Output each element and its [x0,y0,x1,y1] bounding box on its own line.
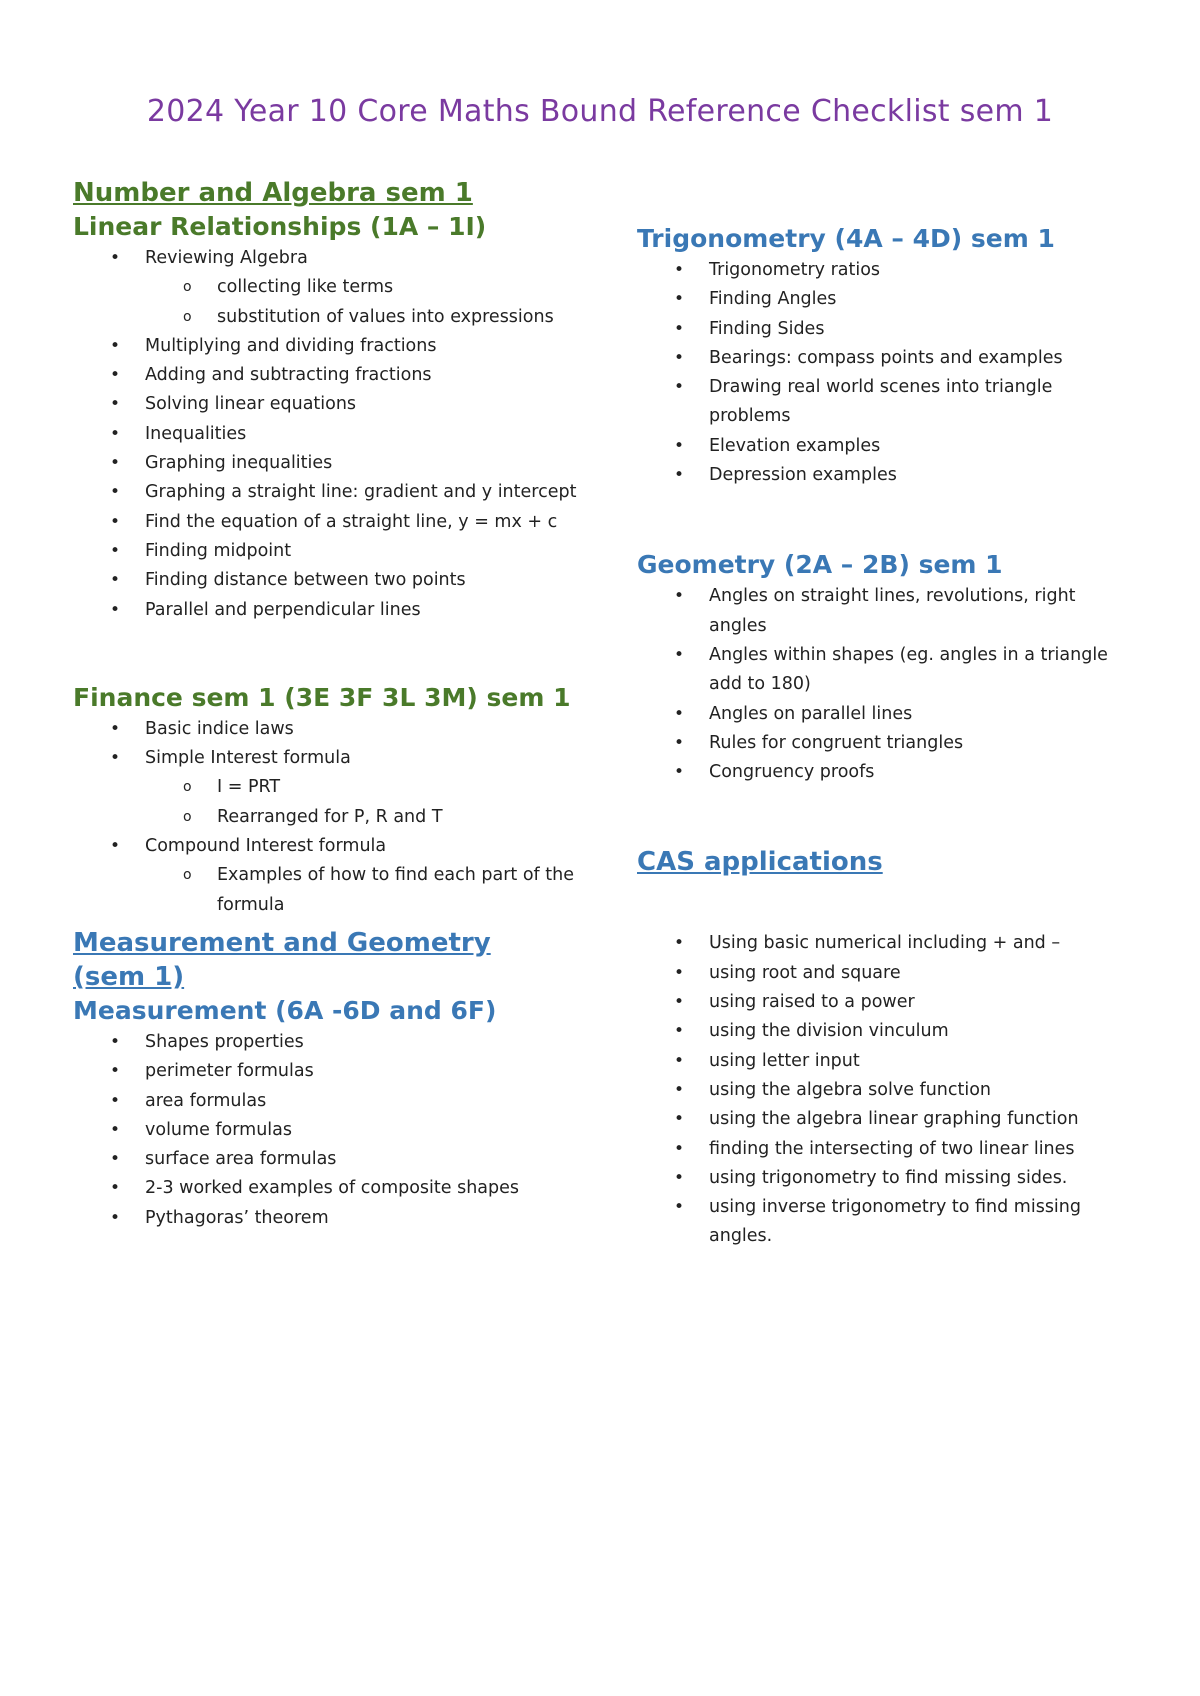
list-item-text: using root and square [709,962,901,983]
list-cas-applications [637,929,1137,1251]
list-item [637,373,1137,432]
list-item-text: Graphing inequalities [145,453,333,474]
bullet-icon: • [674,435,685,456]
sub-bullet-icon: o [183,308,192,325]
bullet-icon: • [110,511,121,532]
heading-cas-applications: CAS applications [637,847,883,878]
list-item [637,988,1137,1017]
bullet-icon: • [110,748,121,769]
list-item [73,715,603,744]
bullet-icon: • [674,347,685,368]
bullet-icon: • [674,1109,685,1130]
list-item-text: using raised to a power [709,992,915,1013]
list-item [73,508,603,537]
heading-number-algebra: Number and Algebra sem 1 [73,178,473,208]
bullet-icon: • [110,540,121,561]
list-item-text: using trigonometry to find missing sides. [709,1167,1068,1188]
list-item [637,758,1137,787]
list-item [73,1028,603,1057]
list-item [637,929,1137,958]
list-item-text: Reviewing Algebra [145,248,308,268]
list-item [637,700,1137,729]
bullet-icon: • [110,1061,121,1082]
bullet-icon: • [110,423,121,444]
list-item [73,361,603,390]
bullet-icon: • [110,453,121,474]
list-item [637,1193,1137,1252]
list-item-text: Graphing a straight line: gradient and y intercept [145,482,577,503]
list-item [73,478,603,507]
sub-list-item [145,861,603,920]
list-item [637,1135,1137,1164]
bullet-icon: • [674,732,685,753]
list-item [73,420,603,449]
bullet-icon: • [674,1197,685,1218]
bullet-icon: • [674,586,685,607]
sub-list [145,861,603,920]
list-item-text: Pythagoras’ theorem [145,1207,329,1228]
list-trigonometry [637,256,1137,490]
list-item [73,244,603,332]
list-item [637,1164,1137,1193]
list-item [73,744,603,832]
list-item-text: using inverse trigonometry to find missing angles. [709,1197,1081,1247]
list-item-text: Multiplying and dividing fractions [145,335,437,356]
bullet-icon: • [674,465,685,486]
left-column [73,176,603,1233]
list-item [637,1076,1137,1105]
heading-linear-relationships: Linear Relationships (1A – 1I) [73,212,487,241]
list-item [637,1017,1137,1046]
list-item [73,1145,603,1174]
list-geometry [637,582,1137,787]
list-item-text: using the division vinculum [709,1021,949,1042]
list-linear-relationships [73,244,603,625]
list-item-text: perimeter formulas [145,1061,314,1082]
sub-bullet-icon: o [183,279,192,296]
list-item [637,1105,1137,1134]
list-item-text: Drawing real world scenes into triangle problems [709,377,1053,427]
bullet-icon: • [110,335,121,356]
list-item [73,1174,603,1203]
list-item-text: Finding distance between two points [145,570,466,591]
bullet-icon: • [110,365,121,386]
list-item-text: using the algebra solve function [709,1079,992,1100]
list-item-text: using the algebra linear graphing function [709,1109,1079,1130]
list-item-text: using letter input [709,1050,860,1071]
list-item-text: Angles within shapes (eg. angles in a triangle add to 180) [709,644,1108,695]
bullet-icon: • [674,289,685,310]
bullet-icon: • [674,1138,685,1159]
list-item-text: Compound Interest formula [145,836,387,857]
list-item-text: Parallel and perpendicular lines [145,599,421,620]
list-item-text: Finding midpoint [145,540,292,561]
sub-list [145,773,603,832]
list-item-text: Trigonometry ratios [709,260,881,280]
bullet-icon: • [674,1079,685,1100]
sub-list-item [145,773,603,802]
list-item-text: Congruency proofs [709,762,875,783]
list-item-text: Basic indice laws [145,718,294,739]
list-item [73,390,603,419]
bullet-icon: • [674,962,685,983]
sub-list-item-text: collecting like terms [217,277,394,298]
bullet-icon: • [674,762,685,783]
list-item-text: Bearings: compass points and examples [709,347,1063,368]
heading-geometry: Geometry (2A – 2B) sem 1 [637,550,1003,580]
bullet-icon: • [674,260,685,280]
list-item-text: Finding Angles [709,289,837,310]
page-title: 2024 Year 10 Core Maths Bound Reference Checklist sem 1 [146,94,1054,129]
bullet-icon: • [110,718,121,739]
sub-list-item-text: Examples of how to find each part of the formula [217,865,574,915]
list-item [637,582,1137,641]
bullet-icon: • [110,1178,121,1199]
sub-list-item [145,803,603,832]
list-item [73,596,603,625]
list-item [637,256,1137,285]
sub-bullet-icon: o [183,779,192,796]
sub-list-item [145,303,603,332]
sub-list-item-text: I = PRT [217,777,281,798]
right-column [637,222,1137,1252]
list-item [637,959,1137,988]
bullet-icon: • [674,1021,685,1042]
list-item [637,729,1137,758]
list-item-text: Shapes properties [145,1031,304,1052]
bullet-icon: • [110,1119,121,1140]
list-item-text: Finding Sides [709,318,825,339]
list-finance [73,715,603,920]
bullet-icon: • [674,933,685,954]
list-item-text: volume formulas [145,1119,292,1140]
bullet-icon: • [110,1149,121,1170]
list-item [73,449,603,478]
list-item [73,1204,603,1233]
bullet-icon: • [674,377,685,398]
list-item-text: Angles on straight lines, revolutions, right angles [709,586,1076,636]
list-item-text: surface area formulas [145,1149,337,1170]
sub-list [145,273,603,332]
list-item [73,566,603,595]
list-item [637,432,1137,461]
bullet-icon: • [110,248,121,268]
list-item-text: Using basic numerical including + and – [709,933,1061,954]
list-item-text: Solving linear equations [145,394,357,415]
list-item-text: Simple Interest formula [145,748,351,769]
bullet-icon: • [674,318,685,339]
list-item [637,285,1137,314]
list-item-text: 2-3 worked examples of composite shapes [145,1178,520,1199]
bullet-icon: • [110,1090,121,1111]
list-item [73,1057,603,1086]
bullet-icon: • [110,599,121,620]
list-item [637,1047,1137,1076]
bullet-icon: • [110,570,121,591]
bullet-icon: • [674,703,685,724]
heading-measurement-geometry: Measurement and Geometry (sem 1) [73,927,491,992]
list-item-text: Elevation examples [709,435,881,456]
bullet-icon: • [674,992,685,1013]
sub-list-item [145,273,603,302]
bullet-icon: • [674,1167,685,1188]
sub-list-item-text: substitution of values into expressions [217,306,554,327]
list-item [637,641,1137,700]
list-item [73,1087,603,1116]
heading-measurement: Measurement (6A -6D and 6F) [73,995,497,1025]
bullet-icon: • [674,644,685,665]
list-item [637,344,1137,373]
bullet-icon: • [110,1031,121,1052]
list-item-text: Depression examples [709,465,897,486]
list-item-text: Angles on parallel lines [709,703,913,724]
list-item-text: Adding and subtracting fractions [145,365,432,386]
list-measurement [73,1028,603,1233]
list-item-text: Inequalities [145,423,247,444]
heading-trigonometry: Trigonometry (4A – 4D) sem 1 [637,224,1055,253]
bullet-icon: • [110,1207,121,1228]
sub-bullet-icon: o [183,867,192,884]
bullet-icon: • [674,1050,685,1071]
list-item [637,461,1137,490]
bullet-icon: • [110,482,121,503]
list-item-text: Rules for congruent triangles [709,732,964,753]
list-item-text: Find the equation of a straight line, y = mx + c [145,511,558,532]
list-item [637,315,1137,344]
bullet-icon: • [110,394,121,415]
list-item-text: finding the intersecting of two linear lines [709,1138,1075,1159]
heading-finance: Finance sem 1 (3E 3F 3L 3M) sem 1 [73,682,571,712]
list-item-text: area formulas [145,1090,267,1111]
sub-bullet-icon: o [183,808,192,825]
sub-list-item-text: Rearranged for P, R and T [217,806,443,827]
list-item [73,332,603,361]
list-item [73,832,603,920]
list-item [73,537,603,566]
bullet-icon: • [110,836,121,857]
list-item [73,1116,603,1145]
